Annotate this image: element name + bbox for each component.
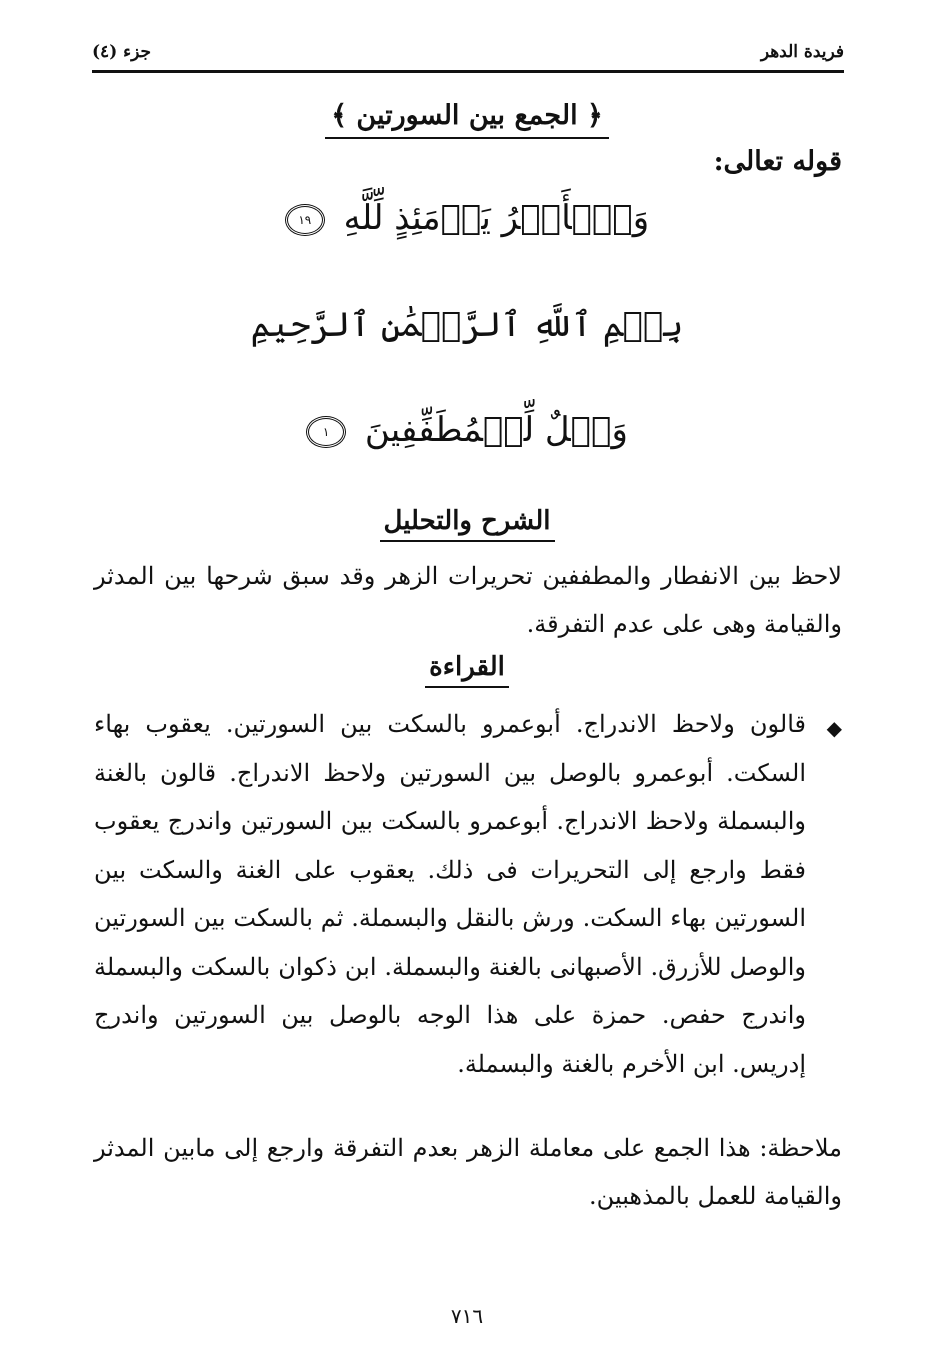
qiraah-paragraph: قالون ولاحظ الاندراج. أبوعمرو بالسكت بين السورتين. يعقوب بهاء السكت. أبوعمرو بالوصل بين السورتين ولاحظ الاندراج. قالون بالغنة والبسملة ولاحظ الاندراج. أبوعمرو بالسكت بين السورتين واندرج يعقوب فقط وارجع إلى التحريرات فى ذلك. يعقوب على الغنة والسكت بين السورتين بهاء السكت. ورش بالنقل والبسملة. ثم بالسكت بين السورتين والوصل للأزرق. الأصبهانى بالغنة والبسملة. ابن ذكوان بالسكت والبسملة واندرج حفص. حمزة على هذا الوجه بالوصل بين السورتين واندرج إدريس. ابن الأخرم بالغنة والبسملة. — [94, 710, 806, 1078]
ayah-number-marker: ١٩ — [285, 204, 325, 236]
ayah-line — [0, 410, 934, 450]
bullet-diamond-icon: ◆ — [826, 716, 842, 740]
ayah-text: وَيۡلٌ لِّلۡمُطَفِّفِينَ — [364, 410, 628, 450]
qiraah-bullet — [94, 700, 842, 1088]
note-paragraph: ملاحظة: هذا الجمع على معاملة الزهر بعدم التفرقة وارجع إلى مابين المدثر والقيامة للعمل بالمذهبين. — [94, 1134, 842, 1210]
running-header — [92, 36, 844, 73]
sharh-paragraph: لاحظ بين الانفطار والمطففين تحريرات الزهر وقد سبق شرحها بين المدثر والقيامة وهى على عدم التفرقة. — [94, 562, 842, 638]
sharh-heading-text: الشرح والتحليل — [380, 506, 555, 542]
qiraah-heading — [0, 652, 934, 682]
basmala-text: بِسۡمِ ٱللَّهِ ٱلرَّحۡمَٰنِ ٱلرَّحِيمِ — [250, 305, 684, 345]
book-title: فريدة الدهر — [760, 42, 844, 62]
ayah-line — [0, 198, 934, 238]
sharh-heading — [0, 506, 934, 536]
basmala-line — [0, 304, 934, 345]
page-number: ٧١٦ — [450, 1304, 484, 1328]
section-title — [0, 100, 934, 131]
qiraah-heading-text: القراءة — [425, 652, 509, 688]
section-title-text: ﴿ الجمع بين السورتين ﴾ — [325, 100, 609, 139]
part-label: جزء (٤) — [92, 42, 152, 62]
ayah-text: وَٱلۡأَمۡرُ يَوۡمَئِذٍ لِّلَّهِ — [343, 198, 650, 238]
qawluh-label: قوله تعالى: — [713, 146, 842, 177]
ayah-number-marker: ١ — [306, 416, 346, 448]
